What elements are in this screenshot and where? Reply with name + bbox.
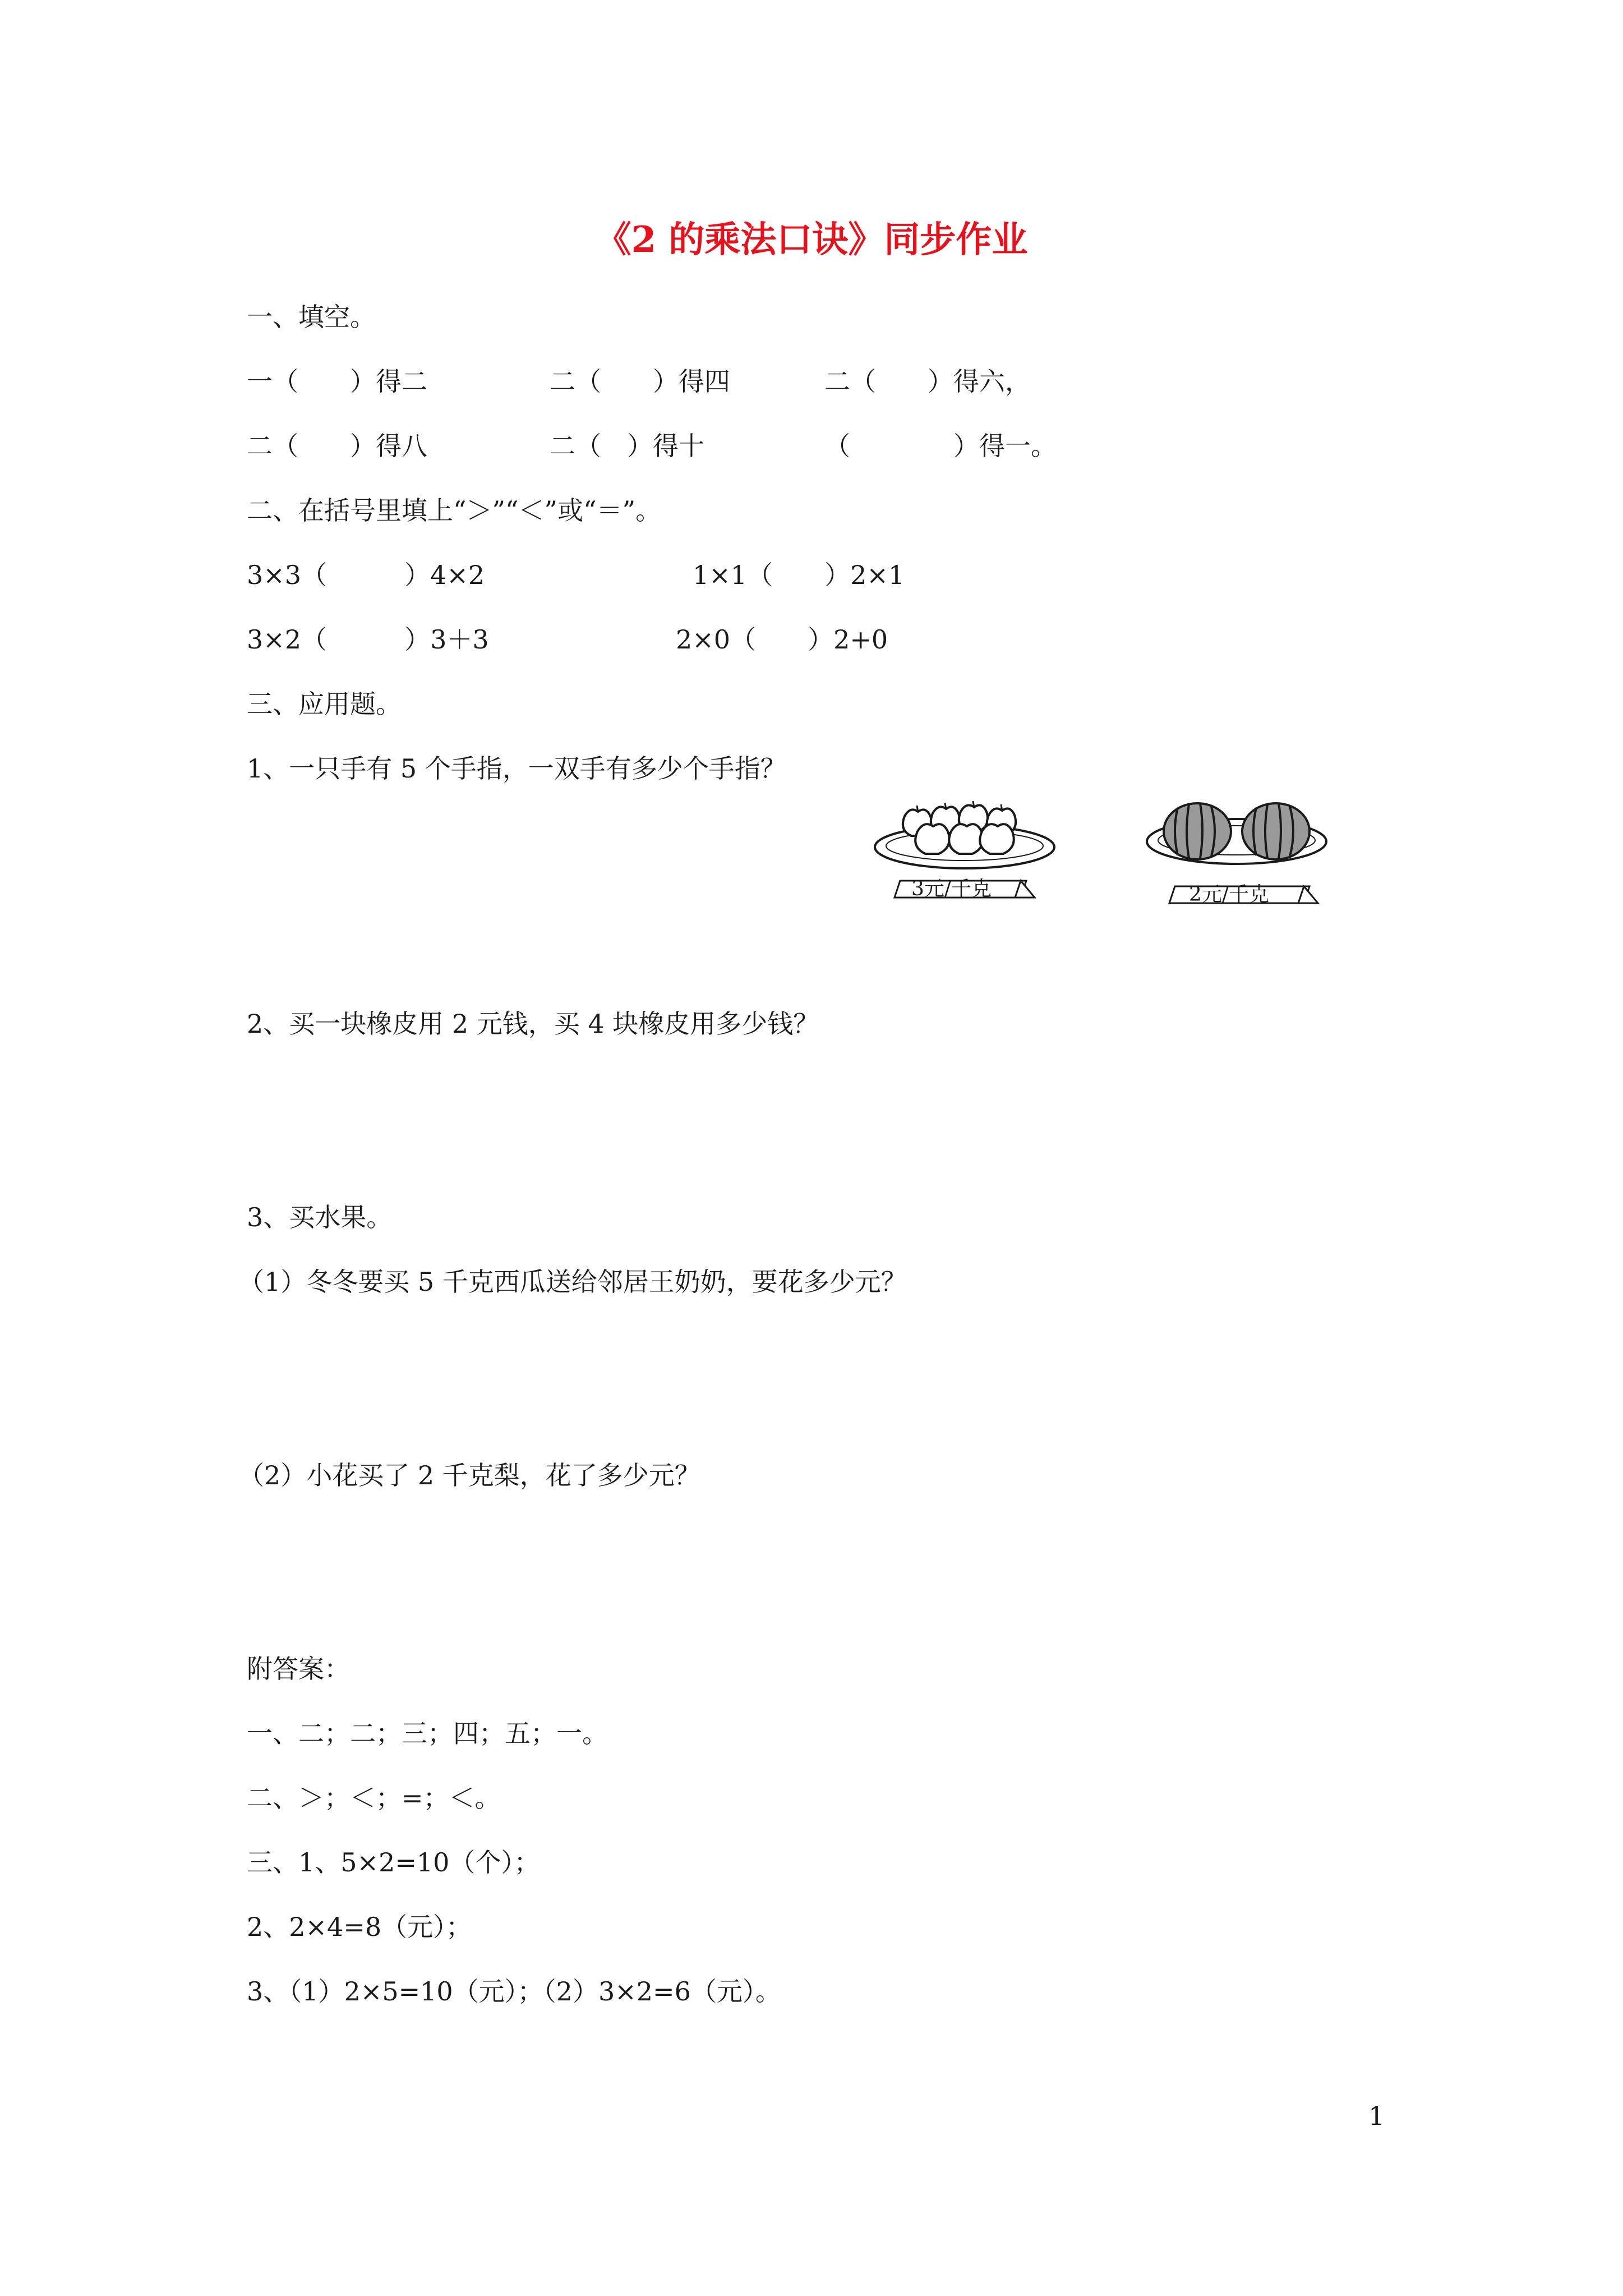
fill-blank-1: 一（ ）得二 (247, 366, 427, 397)
section2-heading: 二、在括号里填上“＞”“＜”或“＝”。 (247, 495, 662, 526)
watermelons-price-label: 2元/千克 (1189, 883, 1270, 906)
fill-blank-4: 二（ ）得八 (247, 431, 427, 461)
question-3-2: （2）小花买了 2 千克梨，花了多少元？ (238, 1460, 700, 1490)
watermelons-plate-icon (1144, 791, 1357, 937)
fill-blank-3: 二（ ）得六， (824, 366, 1031, 397)
section1-heading: 一、填空。 (247, 302, 376, 332)
pears-plate-icon (872, 791, 1063, 931)
answer-4: 2、2×4=8（元）； (247, 1912, 472, 1942)
answers-heading: 附答案： (247, 1654, 350, 1684)
fill-blank-6: （ ）得一。 (824, 431, 1057, 461)
compare-1: 3×3（ ）4×2 (247, 560, 485, 590)
question-1: 1、一只手有 5 个手指，一双手有多少个手指？ (247, 753, 786, 784)
compare-3: 3×2（ ）3＋3 (247, 624, 489, 655)
section3-heading: 三、应用题。 (247, 689, 402, 719)
watermelons-figure (1144, 791, 1357, 937)
fill-blank-2: 二（ ）得四 (550, 366, 730, 397)
answer-3: 三、1、5×2=10（个）； (247, 1847, 540, 1878)
page-title: 《2 的乘法口诀》同步作业 (595, 219, 1028, 261)
compare-2: 1×1（ ）2×1 (693, 560, 905, 590)
answer-2: 二、＞；＜；=；＜。 (247, 1783, 501, 1813)
compare-4: 2×0（ ）2+0 (676, 624, 888, 655)
pears-price-label: 3元/千克 (911, 877, 992, 900)
page-number: 1 (1368, 2101, 1385, 2131)
question-2: 2、买一块橡皮用 2 元钱，买 4 块橡皮用多少钱？ (247, 1009, 819, 1039)
question-3-1: （1）冬冬要买 5 千克西瓜送给邻居王奶奶，要花多少元？ (238, 1267, 907, 1297)
answer-5: 3、（1）2×5=10（元）；（2）3×2=6（元）。 (247, 1976, 781, 2007)
fill-blank-5: 二（ ）得十 (550, 431, 704, 461)
answer-1: 一、二；二；三；四；五；一。 (247, 1718, 608, 1749)
pears-figure (872, 791, 1063, 931)
question-3: 3、买水果。 (247, 1202, 393, 1232)
